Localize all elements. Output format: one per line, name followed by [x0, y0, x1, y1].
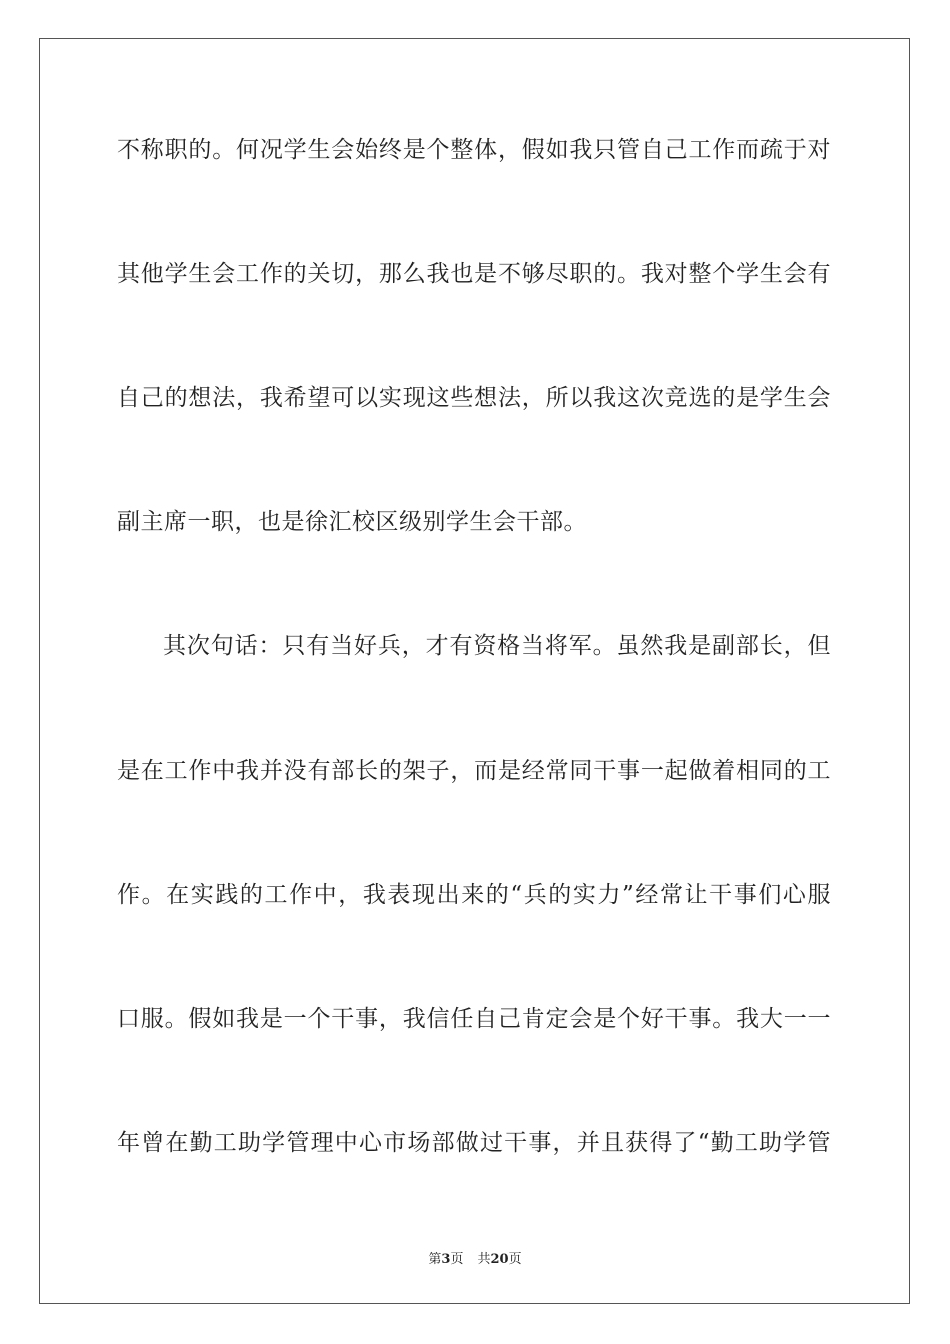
total-pages: 20 — [490, 1252, 509, 1267]
body-text-line-7: 作。在实践的工作中，我表现出来的“兵的实力”经常让干事们心服 — [117, 882, 831, 908]
body-text-line-2: 其他学生会工作的关切，那么我也是不够尽职的。我对整个学生会有 — [117, 261, 831, 287]
page-suffix: 页 — [450, 1252, 464, 1267]
page-number: 3 — [441, 1252, 451, 1267]
page-footer — [0, 1248, 950, 1267]
body-text-line-3: 自己的想法，我希望可以实现这些想法，所以我这次竞选的是学生会 — [117, 385, 831, 411]
total-prefix: 共 — [477, 1252, 491, 1267]
body-text-line-9: 年曾在勤工助学管理中心市场部做过干事，并且获得了“勤工助学管 — [117, 1130, 831, 1156]
body-text-line-8: 口服。假如我是一个干事，我信任自己肯定会是个好干事。我大一一 — [117, 1006, 831, 1032]
body-text-line-6: 是在工作中我并没有部长的架子，而是经常同干事一起做着相同的工 — [117, 758, 831, 784]
body-text-line-4: 副主席一职，也是徐汇校区级别学生会干部。 — [117, 509, 587, 535]
page-border — [39, 38, 910, 1304]
body-text-line-1: 不称职的。何况学生会始终是个整体，假如我只管自己工作而疏于对 — [117, 137, 831, 163]
total-suffix: 页 — [508, 1252, 522, 1267]
body-text-line-5: 其次句话：只有当好兵，才有资格当将军。虽然我是副部长，但 — [163, 633, 831, 659]
page-prefix: 第 — [428, 1252, 442, 1267]
